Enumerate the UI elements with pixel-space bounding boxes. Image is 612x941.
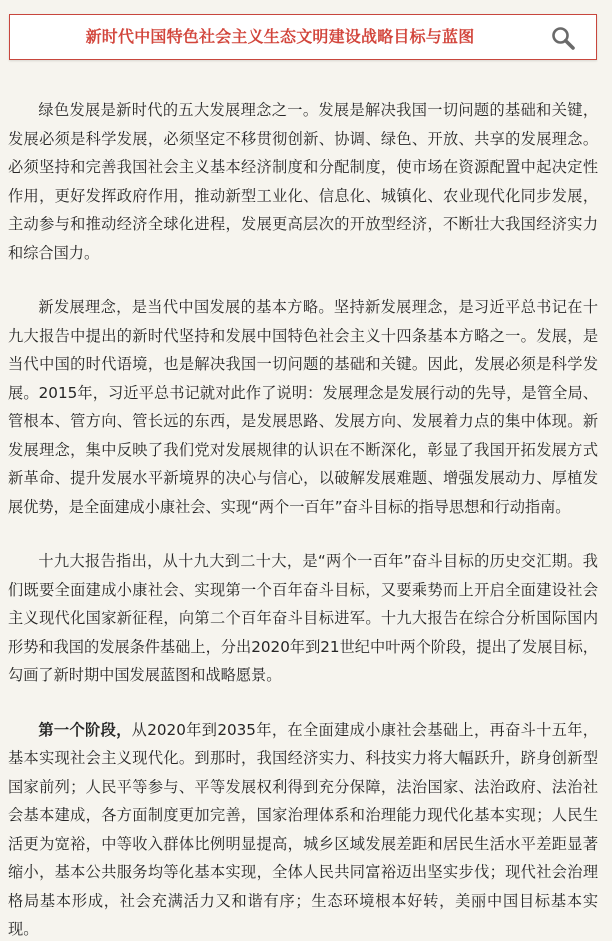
paragraph-first-stage [8,716,598,941]
paragraph-text: 新发展理念，是当代中国发展的基本方略。坚持新发展理念，是习近平总书记在十九大报告中提出的新时代坚持和发展中国特色社会主义十四条基本方略之一。发展，是当代中国的时代语境，也是解决我国一切问题的基础和关键。因此，发展必须是科学发展。2015年，习近平总书记就对此作了说明：发展理念是发展行动的先导，是管全局、管根本、管方向、管长远的东西，是发展思路、发展方向、发展着力点的集中体现。新发展理念，集中反映了我们党对发展规律的认识在不断深化，彰显了我国开拓发展方式新革命、提升发展水平新境界的决心与信心，以破解发展难题、增强发展动力、厚植发展优势，是全面建成小康社会、实现“两个一百年”奋斗目标的指导思想和行动指南。 [8,298,598,516]
title-banner [9,14,597,60]
paragraph-green-development [8,96,598,267]
paragraph-text: 绿色发展是新时代的五大发展理念之一。发展是解决我国一切问题的基础和关键，发展必须是科学发展，必须坚定不移贯彻创新、协调、绿色、开放、共享的发展理念。必须坚持和完善我国社会主义基本经济制度和分配制度，使市场在资源配置中起决定性作用，更好发挥政府作用，推动新型工业化、信息化、城镇化、农业现代化同步发展，主动参与和推动经济全球化进程，发展更高层次的开放型经济，不断壮大我国经济实力和综合国力。 [8,101,598,262]
search-icon[interactable] [550,25,576,51]
paragraph-nineteenth-congress [8,547,598,690]
paragraph-text: 从2020年到2035年，在全面建成小康社会基础上，再奋斗十五年，基本实现社会主义现代化。到那时，我国经济实力、科技实力将大幅跃升，跻身创新型国家前列；人民平等参与、平等发展权利得到充分保障，法治国家、法治政府、法治社会基本建成，各方面制度更加完善，国家治理体系和治理能力现代化基本实现；人民生活更为宽裕，中等收入群体比例明显提高，城乡区域发展差距和居民生活水平差距显著缩小，基本公共服务均等化基本实现，全体人民共同富裕迈出坚实步伐；现代社会治理格局基本形成，社会充满活力又和谐有序；生态环境根本好转，美丽中国目标基本实现。 [8,720,598,938]
article-body [8,96,598,941]
paragraph-lead: 第一个阶段， [38,720,132,739]
page-title: 新时代中国特色社会主义生态文明建设战略目标与蓝图 [85,27,475,46]
paragraph-text: 十九大报告指出，从十九大到二十大，是“两个一百年”奋斗目标的历史交汇期。我们既要全面建成小康社会、实现第一个百年奋斗目标，又要乘势而上开启全面建设社会主义现代化国家新征程，向第二个百年奋斗目标进军。十九大报告在综合分析国际国内形势和我国的发展条件基础上，分出2020年到21世纪中叶两个阶段，提出了发展目标，勾画了新时期中国发展蓝图和战略愿景。 [8,552,598,684]
paragraph-new-development-concept [8,293,598,521]
